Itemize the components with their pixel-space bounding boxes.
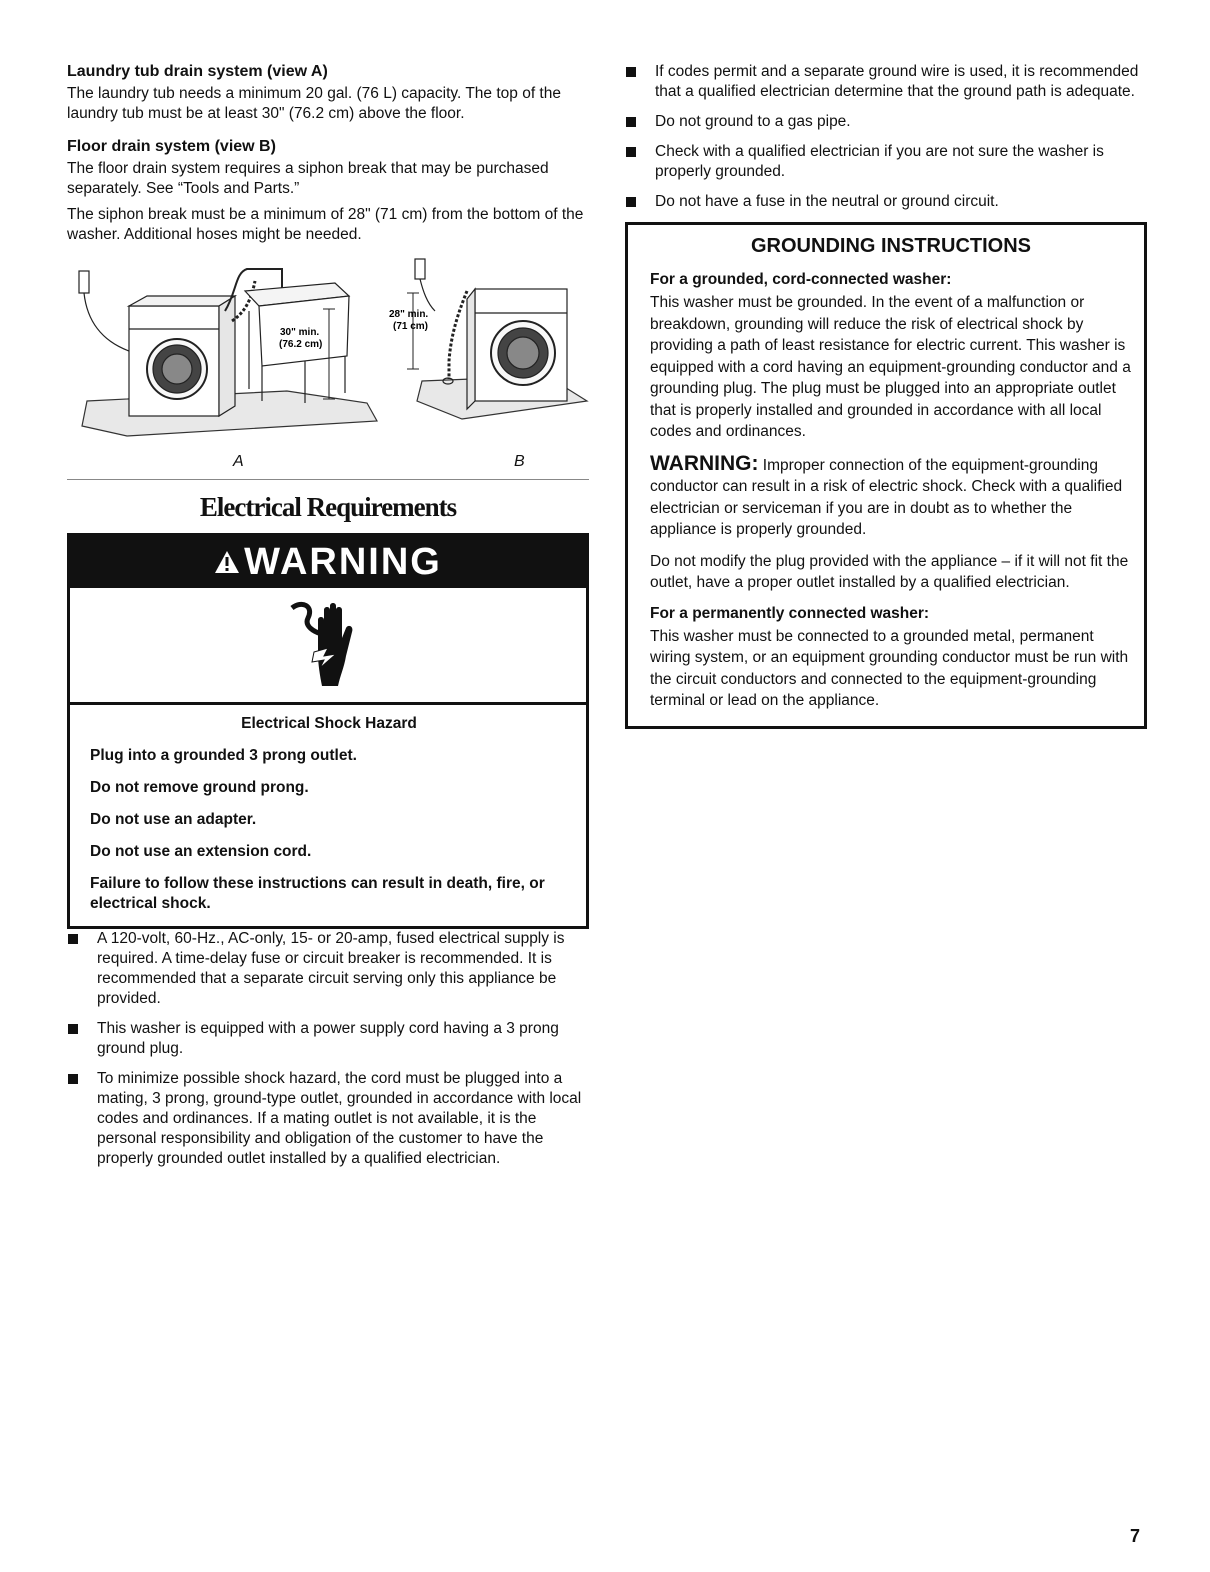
warning-triangle-icon <box>214 541 240 584</box>
drain-system-illustration <box>67 251 589 471</box>
warning-banner <box>70 536 586 588</box>
permanent-connection-heading: For a permanently connected washer: <box>650 604 930 622</box>
dim-b-line2: (71 cm) <box>393 321 429 332</box>
list-item: If codes permit and a separate ground wire is used, it is recommended that a qualified electrician determine that the ground path is adequate. <box>625 62 1145 102</box>
hazard-title: Electrical Shock Hazard <box>241 715 417 732</box>
left-column <box>67 62 589 1179</box>
view-b-label: B <box>514 453 525 470</box>
list-item: A 120-volt, 60-Hz., AC-only, 15- or 20-amp, fused electrical supply is required. A time-delay fuse or circuit breaker is recommended. It is recommended that a separate circuit serving only this appliance be provided. <box>67 929 589 1009</box>
page-number: 7 <box>1130 1526 1141 1546</box>
view-a-label: A <box>233 453 244 470</box>
warning-text: Improper connection of the equipment-grounding conductor can result in a risk of electric shock. Check with a qualified electrician or serviceman if you are in doubt as to whether the appliance is properly grounded. <box>650 456 1123 538</box>
modify-plug-text: Do not modify the plug provided with the appliance – if it will not fit the outlet, have a proper outlet installed by a qualified electrician. <box>650 552 1129 591</box>
section-divider <box>67 479 589 480</box>
grounding-instructions-box <box>625 222 1147 729</box>
grounding-warning <box>650 453 1132 541</box>
dim-a-line1: 30" min. <box>280 327 320 338</box>
right-column <box>625 62 1145 729</box>
grounding-bullets <box>625 62 1145 212</box>
electric-shock-hand-icon <box>284 598 372 690</box>
permanent-connection-text: This washer must be connected to a grounded metal, permanent wiring system, or an equipment grounding conductor must be run with the circuit conductors and connected to the equipment-grounding terminal or lead on the appliance. <box>650 627 1129 709</box>
list-item: This washer is equipped with a power supply cord having a 3 prong ground plug. <box>67 1019 589 1059</box>
grounding-title: GROUNDING INSTRUCTIONS <box>751 235 1031 257</box>
list-item: Do not ground to a gas pipe. <box>625 112 1145 132</box>
floor-drain-heading: Floor drain system (view B) <box>67 138 276 155</box>
hazard-line-5: Failure to follow these instructions can result in death, fire, or electrical shock. <box>90 875 545 912</box>
floor-drain-text-1: The floor drain system requires a siphon break that may be purchased separately. See “Tools and Parts.” <box>67 160 549 197</box>
electrical-warning-box <box>67 533 589 929</box>
hazard-text <box>70 705 586 926</box>
warning-banner-text: WARNING <box>244 540 442 583</box>
list-item: Check with a qualified electrician if you are not sure the washer is properly grounded. <box>625 142 1145 182</box>
laundry-tub-heading: Laundry tub drain system (view A) <box>67 63 328 80</box>
cord-connected-text: This washer must be grounded. In the event of a malfunction or breakdown, grounding will reduce the risk of electrical shock by providing a path of least resistance for electric current. This washer is equipped with a cord having an equipment-grounding conductor and a grounding plug. The plug must be plugged into an appropriate outlet that is properly installed and grounded in accordance with all local codes and ordinances. <box>650 294 1131 440</box>
hazard-line-1: Plug into a grounded 3 prong outlet. <box>90 747 357 764</box>
list-item: Do not have a fuse in the neutral or ground circuit. <box>625 192 1145 212</box>
floor-drain-text-2: The siphon break must be a minimum of 28" (71 cm) from the bottom of the washer. Additional hoses might be needed. <box>67 206 584 243</box>
hazard-line-4: Do not use an extension cord. <box>90 843 312 860</box>
laundry-tub-text: The laundry tub needs a minimum 20 gal. (76 L) capacity. The top of the laundry tub must be at least 30" (76.2 cm) above the floor. <box>67 85 561 122</box>
list-item: To minimize possible shock hazard, the cord must be plugged into a mating, 3 prong, ground-type outlet, grounded in accordance with local codes and ordinances. If a mating outlet is not available, it is the personal responsibility and obligation of the customer to have the properly grounded outlet installed by a qualified electrician. <box>67 1069 589 1169</box>
warning-label: WARNING: <box>650 451 759 475</box>
dim-b-line1: 28" min. <box>389 309 429 320</box>
shock-icon-panel <box>70 588 586 705</box>
electrical-bullets <box>67 929 589 1169</box>
dim-a-line2: (76.2 cm) <box>279 339 323 350</box>
drain-drawing <box>67 251 589 451</box>
cord-connected-heading: For a grounded, cord-connected washer: <box>650 271 952 288</box>
electrical-requirements-title: Electrical Requirements <box>199 492 457 522</box>
hazard-line-2: Do not remove ground prong. <box>90 779 309 796</box>
hazard-line-3: Do not use an adapter. <box>90 811 257 828</box>
